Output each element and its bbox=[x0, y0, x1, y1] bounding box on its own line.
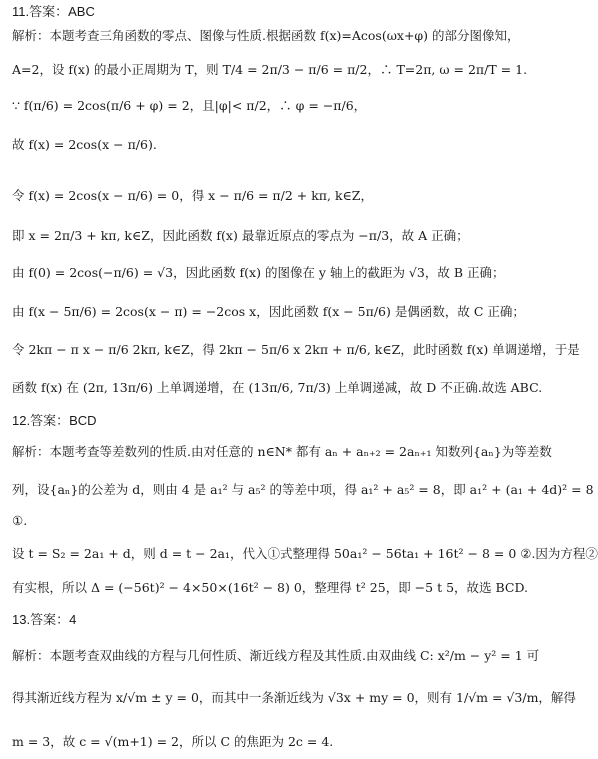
analysis-11-phi: ∵ f(π/6) = 2cos(π/6 + φ) = 2，且|φ|< π/2，∴ φ = −π/6， bbox=[12, 98, 367, 113]
answer-12-heading: 12.答案：BCD bbox=[12, 413, 97, 428]
analysis-11-b: 由 f(0) = 2cos(−π/6) = √3，因此函数 f(x) 的图像在 y 轴上的截距为 √3，故 B 正确； bbox=[12, 265, 505, 280]
analysis-11-intro: 解析：本题考查三角函数的零点、图像与性质.根据函数 f(x)=Acos(ωx+φ) 的部分图像知， bbox=[12, 28, 520, 43]
answer-11-heading: 11.答案：ABC bbox=[12, 4, 95, 19]
analysis-13-result: m = 3，故 c = √(m+1) = 2，所以 C 的焦距为 2c = 4. bbox=[12, 734, 334, 749]
answer-13-heading: 13.答案：4 bbox=[12, 612, 77, 627]
analysis-11-zero: 令 f(x) = 2cos(x − π/6) = 0，得 x − π/6 = π/2 + kπ, k∈Z， bbox=[12, 188, 373, 203]
analysis-13-intro: 解析：本题考查双曲线的方程与几何性质、渐近线方程及其性质.由双曲线 C: x²/m − y² = 1 可 bbox=[12, 648, 540, 663]
analysis-11-period: A=2，设 f(x) 的最小正周期为 T，则 T/4 = 2π/3 − π/6 = π/2，∴ T=2π, ω = 2π/T = 1. bbox=[12, 62, 528, 77]
analysis-12-eq1: ①. bbox=[12, 513, 28, 528]
analysis-12-intro: 解析：本题考查等差数列的性质.由对任意的 n∈N* 都有 aₙ + aₙ₊₂ = 2aₙ₊₁ 知数列{aₙ}为等差数 bbox=[12, 444, 552, 459]
analysis-11-a: 即 x = 2π/3 + kπ, k∈Z，因此函数 f(x) 最靠近原点的零点为 −π/3，故 A 正确； bbox=[12, 228, 469, 243]
analysis-12-eq2: 设 t = S₂ = 2a₁ + d，则 d = t − 2a₁，代入①式整理得 50a₁² − 56ta₁ + 16t² − 8 = 0 ②.因为方程② bbox=[12, 546, 598, 561]
analysis-11-mono: 令 2kπ − π x − π/6 2kπ, k∈Z，得 2kπ − 5π/6 x 2kπ + π/6, k∈Z，此时函数 f(x) 单调递增，于是 bbox=[12, 342, 580, 357]
analysis-11-c: 由 f(x − 5π/6) = 2cos(x − π) = −2cos x，因此函数 f(x − 5π/6) 是偶函数，故 C 正确； bbox=[12, 304, 525, 319]
analysis-12-mean: 列，设{aₙ}的公差为 d，则由 4 是 a₁² 与 a₅² 的等差中项，得 a₁² + a₅² = 8，即 a₁² + (a₁ + 4d)² = 8 bbox=[12, 482, 594, 497]
analysis-13-asym: 得其渐近线方程为 x/√m ± y = 0，而其中一条渐近线为 √3x + my = 0，则有 1/√m = √3/m，解得 bbox=[12, 690, 576, 705]
analysis-12-delta: 有实根，所以 Δ = (−56t)² − 4×50×(16t² − 8) 0，整理得 t² 25，即 −5 t 5，故选 BCD. bbox=[12, 580, 529, 595]
analysis-11-d: 函数 f(x) 在 (2π, 13π/6) 上单调递增，在 (13π/6, 7π/3) 上单调递减，故 D 不正确.故选 ABC. bbox=[12, 380, 543, 395]
analysis-11-fx: 故 f(x) = 2cos(x − π/6). bbox=[12, 137, 157, 152]
